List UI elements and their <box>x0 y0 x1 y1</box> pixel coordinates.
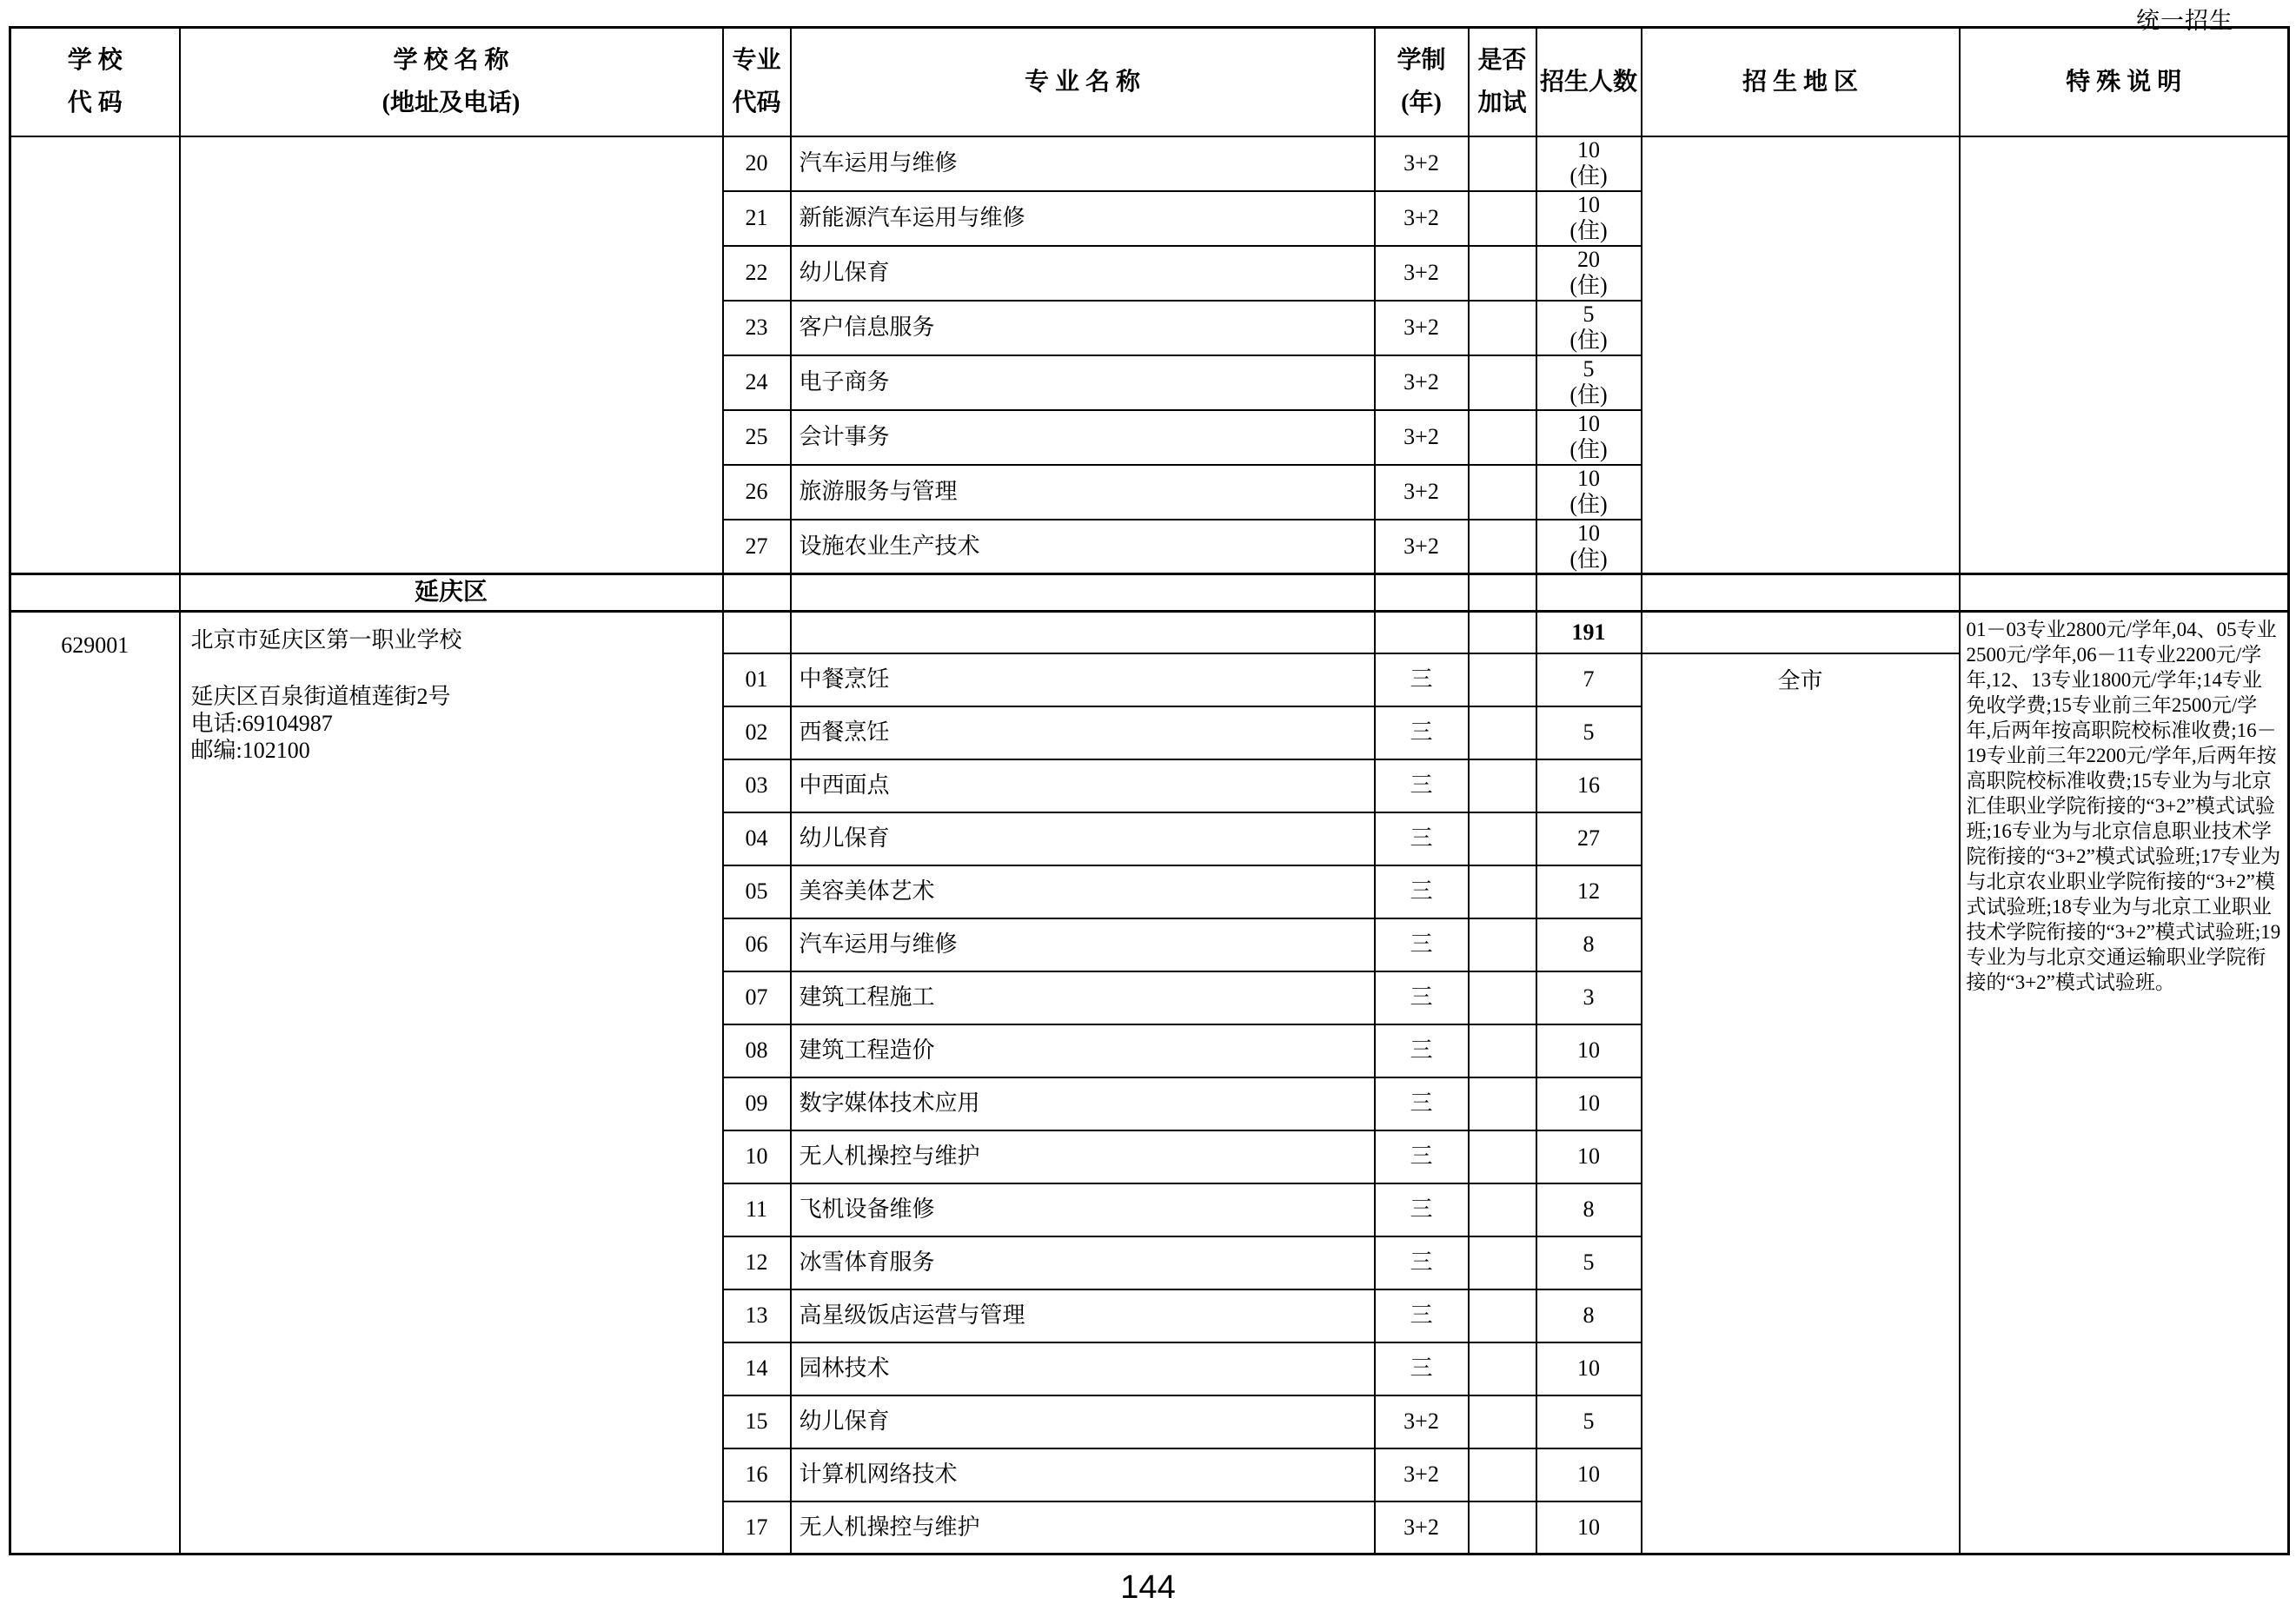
count-note: (住) <box>1569 382 1608 408</box>
district-empty-cell <box>1960 574 2289 612</box>
enroll-count-cell <box>1536 465 1642 520</box>
duration-cell: 3+2 <box>1375 1501 1469 1554</box>
major-name-cell: 园林技术 <box>791 1342 1375 1395</box>
col-header-extra-test <box>1469 28 1536 136</box>
region-cell-empty <box>1642 136 1960 574</box>
enroll-count-cell <box>1536 301 1642 355</box>
enroll-count-cell: 3 <box>1536 971 1642 1024</box>
duration-cell: 三 <box>1375 812 1469 865</box>
header-text: 专业 <box>732 47 781 75</box>
district-row <box>10 574 2289 612</box>
major-name-cell: 电子商务 <box>791 355 1375 410</box>
enroll-count-cell: 5 <box>1536 706 1642 759</box>
major-code-cell: 02 <box>723 706 791 759</box>
district-empty-cell <box>791 574 1375 612</box>
header-text: 代 码 <box>67 89 123 117</box>
enroll-count-cell: 5 <box>1536 1236 1642 1289</box>
enroll-count-cell: 10 <box>1536 1448 1642 1501</box>
extra-test-cell <box>1469 1130 1536 1183</box>
major-name-cell: 旅游服务与管理 <box>791 465 1375 520</box>
district-empty-cell <box>1469 574 1536 612</box>
header-text: (地址及电话) <box>382 89 521 117</box>
duration-cell: 三 <box>1375 706 1469 759</box>
col-header-region: 招 生 地 区 <box>1642 28 1960 136</box>
school-postcode: 邮编:102100 <box>190 738 310 763</box>
school-total-count: 191 <box>1536 612 1642 653</box>
count-note: (住) <box>1569 218 1608 243</box>
extra-test-cell <box>1469 520 1536 574</box>
major-code-cell: 21 <box>723 191 791 246</box>
duration-cell: 三 <box>1375 918 1469 971</box>
col-header-duration <box>1375 28 1469 136</box>
count-value: 10 <box>1577 466 1600 492</box>
major-name-cell: 西餐烹饪 <box>791 706 1375 759</box>
extra-test-cell <box>1469 1395 1536 1448</box>
extra-test-cell <box>1469 465 1536 520</box>
district-label: 延庆区 <box>180 574 723 612</box>
major-name-cell: 设施农业生产技术 <box>791 520 1375 574</box>
school-info-cell <box>180 612 723 1554</box>
extra-test-cell <box>1469 759 1536 812</box>
extra-test-cell <box>1469 706 1536 759</box>
header-text: 学 校 名 称 <box>393 47 509 75</box>
extra-test-cell <box>1469 355 1536 410</box>
enroll-count-cell <box>1536 355 1642 410</box>
extra-test-cell <box>1469 136 1536 191</box>
major-name-cell: 无人机操控与维护 <box>791 1130 1375 1183</box>
enroll-count-cell: 5 <box>1536 1395 1642 1448</box>
duration-cell: 三 <box>1375 1183 1469 1236</box>
header-text: (年) <box>1401 89 1442 117</box>
duration-cell: 三 <box>1375 653 1469 706</box>
region-cell-empty <box>1642 612 1960 653</box>
count-value: 10 <box>1577 411 1600 437</box>
extra-test-cell <box>1469 612 1536 653</box>
major-code-cell: 05 <box>723 865 791 918</box>
district-empty-cell <box>1375 574 1469 612</box>
major-name-cell: 汽车运用与维修 <box>791 136 1375 191</box>
corner-label: 统一招生 <box>2136 8 2233 34</box>
extra-test-cell <box>1469 971 1536 1024</box>
count-note: (住) <box>1569 546 1608 572</box>
major-name-cell: 美容美体艺术 <box>791 865 1375 918</box>
duration-cell: 3+2 <box>1375 301 1469 355</box>
duration-cell: 三 <box>1375 865 1469 918</box>
duration-cell: 三 <box>1375 759 1469 812</box>
duration-cell: 3+2 <box>1375 136 1469 191</box>
major-name-cell: 数字媒体技术应用 <box>791 1077 1375 1130</box>
enroll-count-cell <box>1536 520 1642 574</box>
extra-test-cell <box>1469 1448 1536 1501</box>
major-code-cell: 24 <box>723 355 791 410</box>
major-name-cell: 幼儿保育 <box>791 812 1375 865</box>
count-value: 10 <box>1577 520 1600 546</box>
major-name-cell: 建筑工程造价 <box>791 1024 1375 1077</box>
major-name-cell: 高星级饭店运营与管理 <box>791 1289 1375 1342</box>
count-note: (住) <box>1569 273 1608 298</box>
district-empty-cell <box>1536 574 1642 612</box>
major-name-cell: 会计事务 <box>791 410 1375 465</box>
extra-test-cell <box>1469 653 1536 706</box>
duration-cell: 三 <box>1375 1289 1469 1342</box>
extra-test-cell <box>1469 812 1536 865</box>
special-note-cell <box>1960 612 2289 1554</box>
major-name-cell: 冰雪体育服务 <box>791 1236 1375 1289</box>
count-value: 5 <box>1583 302 1595 328</box>
enroll-count-cell: 8 <box>1536 918 1642 971</box>
enroll-count-cell: 7 <box>1536 653 1642 706</box>
count-note: (住) <box>1569 328 1608 353</box>
enrollment-table <box>9 26 2290 1555</box>
count-value: 5 <box>1583 356 1595 382</box>
major-code-cell <box>723 612 791 653</box>
major-name-cell: 计算机网络技术 <box>791 1448 1375 1501</box>
extra-test-cell <box>1469 410 1536 465</box>
major-code-cell: 01 <box>723 653 791 706</box>
enroll-count-cell <box>1536 136 1642 191</box>
major-code-cell: 08 <box>723 1024 791 1077</box>
school-code-cell-empty <box>10 136 180 574</box>
enroll-count-cell: 8 <box>1536 1289 1642 1342</box>
school-name-cell-empty <box>180 136 723 574</box>
count-value: 10 <box>1577 192 1600 218</box>
col-header-school-code <box>10 28 180 136</box>
extra-test-cell <box>1469 918 1536 971</box>
major-name-cell <box>791 612 1375 653</box>
major-name-cell: 中西面点 <box>791 759 1375 812</box>
enroll-count-cell: 16 <box>1536 759 1642 812</box>
district-empty-cell <box>10 574 180 612</box>
major-code-cell: 03 <box>723 759 791 812</box>
major-code-cell: 20 <box>723 136 791 191</box>
duration-cell: 3+2 <box>1375 246 1469 301</box>
major-name-cell: 无人机操控与维护 <box>791 1501 1375 1554</box>
major-code-cell: 23 <box>723 301 791 355</box>
major-code-cell: 25 <box>723 410 791 465</box>
count-value: 20 <box>1577 247 1600 273</box>
count-value: 10 <box>1577 137 1600 163</box>
header-text: 学 校 <box>67 47 123 75</box>
enroll-count-cell: 10 <box>1536 1024 1642 1077</box>
enroll-count-cell: 8 <box>1536 1183 1642 1236</box>
page-number: 144 <box>1120 1569 1176 1606</box>
col-header-major-code <box>723 28 791 136</box>
major-code-cell: 12 <box>723 1236 791 1289</box>
extra-test-cell <box>1469 1501 1536 1554</box>
district-empty-cell <box>723 574 791 612</box>
school-phone: 电话:69104987 <box>190 711 333 736</box>
duration-cell: 3+2 <box>1375 410 1469 465</box>
duration-cell <box>1375 612 1469 653</box>
duration-cell: 3+2 <box>1375 1395 1469 1448</box>
major-code-cell: 27 <box>723 520 791 574</box>
col-header-enroll-count: 招生人数 <box>1536 28 1642 136</box>
extra-test-cell <box>1469 865 1536 918</box>
major-code-cell: 06 <box>723 918 791 971</box>
extra-test-cell <box>1469 191 1536 246</box>
major-code-cell: 04 <box>723 812 791 865</box>
major-code-cell: 10 <box>723 1130 791 1183</box>
enroll-count-cell: 12 <box>1536 865 1642 918</box>
enroll-count-cell: 10 <box>1536 1342 1642 1395</box>
extra-test-cell <box>1469 1236 1536 1289</box>
major-code-cell: 07 <box>723 971 791 1024</box>
enroll-count-cell <box>1536 246 1642 301</box>
header-row <box>10 28 2289 136</box>
major-code-cell: 11 <box>723 1183 791 1236</box>
duration-cell: 3+2 <box>1375 520 1469 574</box>
header-text: 学制 <box>1397 47 1446 75</box>
region-cell: 全市 <box>1642 653 1960 1554</box>
enroll-count-cell <box>1536 410 1642 465</box>
special-note-cell-empty <box>1960 136 2289 574</box>
major-name-cell: 中餐烹饪 <box>791 653 1375 706</box>
district-empty-cell <box>1642 574 1960 612</box>
extra-test-cell <box>1469 1077 1536 1130</box>
count-note: (住) <box>1569 492 1608 517</box>
special-note-text: 01－03专业2800元/学年,04、05专业2500元/学年,06－11专业2200元/学年,12、13专业1800元/学年;14专业免收学费;15专业前三年2500元/学年,后两年按高职院校标准收费;16－19专业前三年2200元/学年,后两年按高职院校标准收费;15专业为与北京汇佳职业学院衔接的“3+2”模式试验班;16专业为与北京信息职业技术学院衔接的“3+2”模式试验班;17专业为与北京农业职业学院衔接的“3+2”模式试验班;18专业为与北京工业职业技术学院衔接的“3+2”模式试验班;19专业为与北京交通运输职业学院衔接的“3+2”模式试验班。 <box>1966 619 2281 993</box>
school-address: 延庆区百泉街道植莲街2号 <box>190 684 451 709</box>
duration-cell: 三 <box>1375 1130 1469 1183</box>
major-name-cell: 飞机设备维修 <box>791 1183 1375 1236</box>
duration-cell: 3+2 <box>1375 355 1469 410</box>
major-code-cell: 17 <box>723 1501 791 1554</box>
extra-test-cell <box>1469 1024 1536 1077</box>
major-code-cell: 13 <box>723 1289 791 1342</box>
major-name-cell: 幼儿保育 <box>791 246 1375 301</box>
duration-cell: 三 <box>1375 1342 1469 1395</box>
major-code-cell: 26 <box>723 465 791 520</box>
school-name: 北京市延庆区第一职业学校 <box>190 627 462 653</box>
major-code-cell: 14 <box>723 1342 791 1395</box>
major-code-cell: 15 <box>723 1395 791 1448</box>
col-header-school-name <box>180 28 723 136</box>
enroll-count-cell: 10 <box>1536 1501 1642 1554</box>
duration-cell: 3+2 <box>1375 1448 1469 1501</box>
major-code-cell: 16 <box>723 1448 791 1501</box>
col-header-major-name: 专 业 名 称 <box>791 28 1375 136</box>
count-note: (住) <box>1569 163 1608 189</box>
duration-cell: 3+2 <box>1375 465 1469 520</box>
enroll-count-cell: 10 <box>1536 1077 1642 1130</box>
school-total-row <box>10 612 2289 653</box>
major-code-cell: 09 <box>723 1077 791 1130</box>
header-text: 加试 <box>1477 89 1527 117</box>
col-header-special-note: 特 殊 说 明 <box>1960 28 2289 136</box>
school-code-cell: 629001 <box>10 612 180 1554</box>
major-name-cell: 幼儿保育 <box>791 1395 1375 1448</box>
major-code-cell: 22 <box>723 246 791 301</box>
extra-test-cell <box>1469 246 1536 301</box>
header-text: 是否 <box>1477 47 1527 75</box>
extra-test-cell <box>1469 1183 1536 1236</box>
major-name-cell: 汽车运用与维修 <box>791 918 1375 971</box>
enroll-count-cell: 10 <box>1536 1130 1642 1183</box>
extra-test-cell <box>1469 301 1536 355</box>
table-row <box>10 136 2289 191</box>
enroll-count-cell <box>1536 191 1642 246</box>
major-name-cell: 新能源汽车运用与维修 <box>791 191 1375 246</box>
count-note: (住) <box>1569 437 1608 462</box>
header-text: 代码 <box>732 89 781 117</box>
duration-cell: 三 <box>1375 1077 1469 1130</box>
duration-cell: 三 <box>1375 971 1469 1024</box>
duration-cell: 三 <box>1375 1024 1469 1077</box>
duration-cell: 三 <box>1375 1236 1469 1289</box>
extra-test-cell <box>1469 1289 1536 1342</box>
major-name-cell: 建筑工程施工 <box>791 971 1375 1024</box>
major-name-cell: 客户信息服务 <box>791 301 1375 355</box>
duration-cell: 3+2 <box>1375 191 1469 246</box>
enroll-count-cell: 27 <box>1536 812 1642 865</box>
extra-test-cell <box>1469 1342 1536 1395</box>
